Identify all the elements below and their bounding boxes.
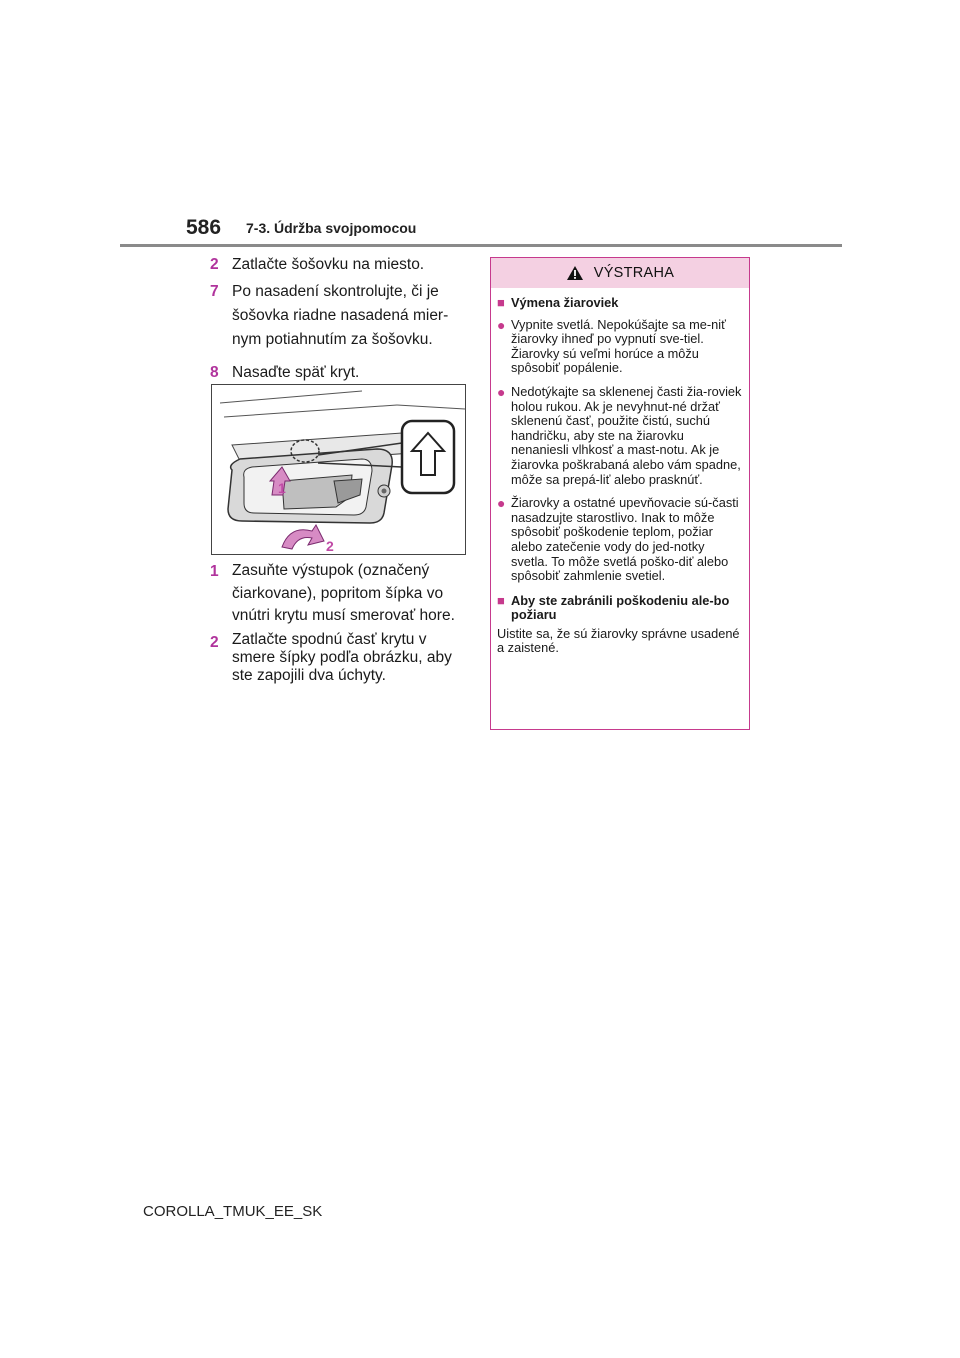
- warning-bullet: [497, 496, 743, 584]
- instruction-column: [210, 253, 472, 384]
- instruction-column-lower: [210, 560, 472, 685]
- step-text: Zasuňte výstupok (označený čiarkovane), popritom šípka vo vnútri krytu musí smerovať hore.: [232, 562, 455, 624]
- step-text: Po nasadení skontrolujte, či je šošovka riadne nasadená mier-nym potiahnutím za šošovku.: [232, 283, 449, 348]
- round-bullet-icon: ●: [497, 495, 506, 512]
- square-bullet-icon: ■: [497, 592, 505, 608]
- step-number: 7: [210, 283, 219, 300]
- step-item: [210, 253, 472, 276]
- step-number: 1: [210, 563, 219, 580]
- step-item: [210, 631, 472, 685]
- warning-body: [491, 288, 749, 662]
- callout-2-label: 2: [326, 538, 334, 554]
- warning-heading-text: Výmena žiaroviek: [511, 295, 619, 310]
- step-item: [210, 361, 472, 384]
- warning-title: VÝSTRAHA: [593, 265, 675, 281]
- lamp-cover-illustration: [211, 384, 466, 555]
- step-item: [210, 280, 472, 352]
- warning-heading: [497, 594, 743, 623]
- header-divider: [120, 244, 842, 247]
- round-bullet-icon: ●: [497, 383, 506, 400]
- step-text: Nasaďte späť kryt.: [232, 364, 360, 381]
- footer-code: COROLLA_TMUK_EE_SK: [143, 1203, 323, 1220]
- warning-bullet: [497, 318, 743, 376]
- warning-heading-text: Aby ste zabránili poškodeniu ale-bo požiaru: [511, 592, 730, 623]
- warning-box: [490, 257, 750, 730]
- illustration-svg: [212, 385, 465, 554]
- page-number: 586: [186, 216, 222, 239]
- round-bullet-icon: ●: [497, 316, 506, 333]
- step-item: [210, 560, 472, 628]
- warning-heading: [497, 296, 743, 311]
- warning-bullet-text: Žiarovky a ostatné upevňovacie sú-časti nasadzujte starostlivo. Inak to môže spôsobiť poškodenie teplom, požiar alebo zatečenie vody do jed-notky svetla. To môže svetlá poško-diť alebo spôsobiť zahmlenie svetiel.: [511, 495, 739, 584]
- step-number: 2: [210, 633, 219, 651]
- section-title: 7-3. Údržba svojpomocou: [246, 220, 417, 236]
- square-bullet-icon: ■: [497, 295, 505, 310]
- step-number: 2: [210, 256, 219, 273]
- warning-bullet-text: Nedotýkajte sa sklenenej časti žia-roviek holou rukou. Ak je nevyhnut-né držať sklenenú časť, použite čistú, suchú handričku, aby ste na žiarovku nenaniesli vlhkosť a mast-notu. Ak je žiarovka poškrabaná alebo vám spadne, môže sa prepá-liť alebo prasknúť.: [511, 383, 742, 487]
- step-number: 8: [210, 364, 219, 381]
- step-text: Zatlačte spodnú časť krytu v smere šípky podľa obrázku, aby ste zapojili dva úchyty.: [232, 630, 452, 684]
- warning-triangle-icon: [566, 265, 584, 281]
- callout-1-label: 1: [278, 480, 286, 496]
- step-text: Zatlačte šošovku na miesto.: [232, 256, 425, 273]
- warning-bullet-text: Vypnite svetlá. Nepokúšajte sa me-niť žiarovky ihneď po vypnutí sve-tiel. Žiarovky sú veľmi horúce a môžu spôsobiť popálenie.: [511, 316, 726, 376]
- warning-paragraph: Uistite sa, že sú žiarovky správne usadené a zaistené.: [497, 625, 740, 656]
- warning-header: [491, 258, 749, 288]
- warning-bullet: [497, 385, 743, 487]
